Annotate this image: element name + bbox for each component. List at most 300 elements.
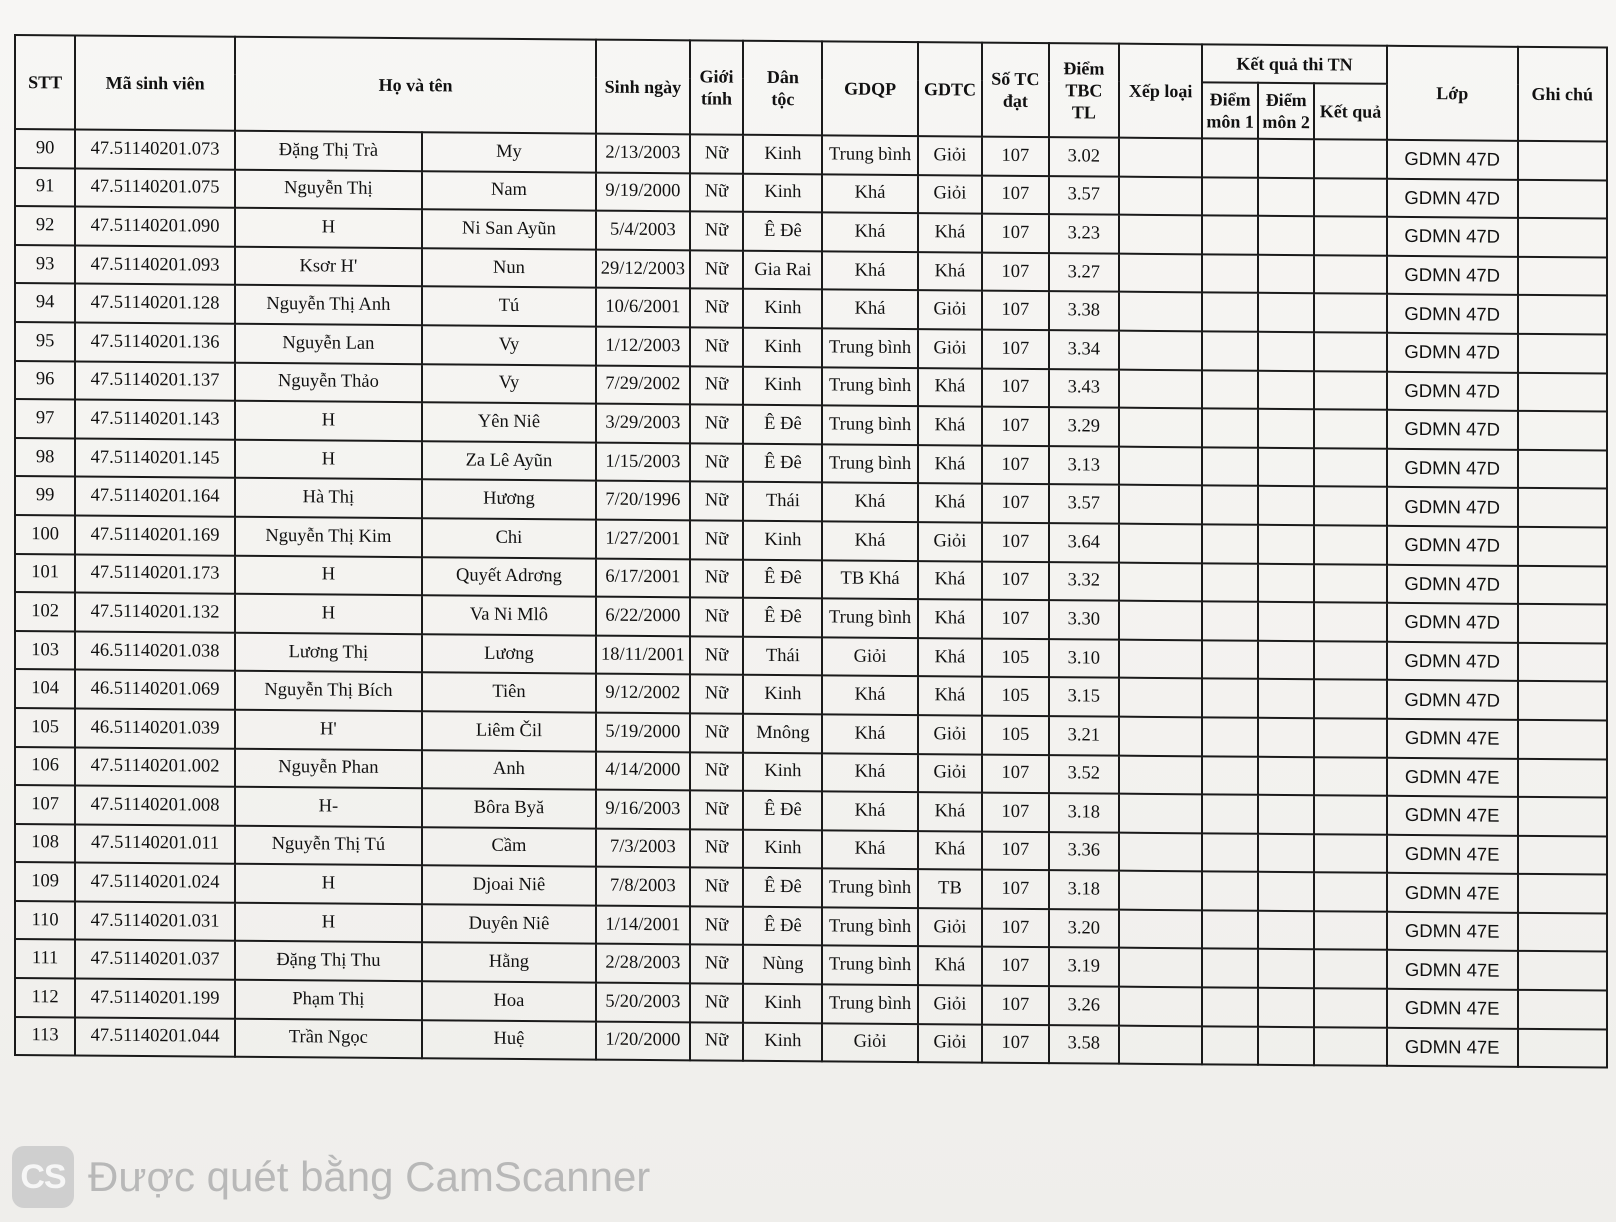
row-ethnicity: Ê Đê (743, 907, 822, 946)
row-class: GDMN 47D (1387, 526, 1518, 566)
row-rank (1119, 1025, 1202, 1064)
row-gpa: 3.34 (1049, 330, 1120, 369)
row-gdqp: Khá (822, 174, 917, 213)
row-score2 (1258, 911, 1314, 950)
row-ethnicity: Kinh (743, 328, 822, 367)
row-rank (1119, 601, 1202, 640)
header-credits-line1: Số TC (991, 68, 1040, 90)
row-class: GDMN 47D (1387, 603, 1518, 643)
row-class: GDMN 47D (1387, 333, 1518, 373)
row-gpa: 3.27 (1049, 253, 1120, 292)
row-ethnicity: Nùng (743, 945, 822, 984)
row-score1 (1202, 563, 1258, 602)
row-ethnicity: Thái (743, 636, 822, 675)
row-score2 (1258, 177, 1314, 216)
header-row-top (15, 35, 1607, 86)
row-class: GDMN 47E (1387, 912, 1518, 952)
row-score1 (1202, 987, 1258, 1026)
row-gdtc: Giỏi (918, 754, 982, 793)
row-class: GDMN 47D (1387, 642, 1518, 682)
row-gender: Nữ (690, 250, 744, 289)
row-note (1518, 681, 1607, 720)
row-dob: 5/4/2003 (596, 211, 689, 250)
row-gdtc: TB (918, 869, 982, 908)
header-gpa-line2: TBC (1065, 80, 1103, 101)
row-note (1518, 295, 1607, 334)
camscanner-logo-icon: CS (12, 1146, 74, 1208)
row-score2 (1258, 949, 1314, 988)
row-gdqp: Giỏi (822, 1023, 917, 1062)
row-gender: Nữ (690, 134, 744, 173)
row-given-name: Tiên (422, 673, 596, 713)
header-exam-group: Kết quả thi TN (1202, 44, 1387, 83)
row-gender: Nữ (690, 1022, 744, 1061)
row-student-id: 47.51140201.128 (75, 284, 235, 324)
row-result (1314, 872, 1387, 911)
row-ethnicity: Ê Đê (743, 443, 822, 482)
row-student-id: 46.51140201.069 (75, 670, 235, 710)
row-gdtc: Khá (918, 406, 982, 445)
row-gdtc: Khá (918, 483, 982, 522)
row-family-name: Đặng Thị Thu (235, 941, 422, 981)
row-family-name: Đặng Thị Trà (235, 131, 422, 171)
header-gender-line1: Giới (699, 66, 734, 87)
row-credits: 107 (982, 986, 1048, 1025)
row-class: GDMN 47D (1387, 449, 1518, 489)
row-gpa: 3.15 (1049, 677, 1120, 716)
row-gdtc: Giỏi (918, 985, 982, 1024)
row-score2 (1258, 795, 1314, 834)
row-student-id: 47.51140201.011 (75, 824, 235, 864)
row-gdtc: Khá (918, 445, 982, 484)
row-score1 (1202, 138, 1258, 177)
row-credits: 107 (982, 137, 1048, 176)
row-score1 (1202, 717, 1258, 756)
header-gpa-line3: TL (1071, 102, 1096, 123)
row-gender: Nữ (690, 675, 744, 714)
row-note (1518, 643, 1607, 682)
row-gdqp: Khá (822, 483, 917, 522)
row-family-name: H (235, 401, 422, 441)
row-gender: Nữ (690, 289, 744, 328)
row-gender: Nữ (690, 404, 744, 443)
row-score1 (1202, 370, 1258, 409)
row-family-name: H (235, 864, 422, 904)
row-credits: 107 (982, 523, 1048, 562)
row-credits: 107 (982, 600, 1048, 639)
row-note (1518, 604, 1607, 643)
student-results-table (14, 34, 1608, 1069)
row-gdtc: Giỏi (918, 329, 982, 368)
row-gdqp: Trung bình (822, 869, 917, 908)
row-ethnicity: Kinh (743, 1022, 822, 1061)
row-note (1518, 565, 1607, 604)
row-ethnicity: Kinh (743, 289, 822, 328)
row-credits: 107 (982, 445, 1048, 484)
row-score2 (1258, 293, 1314, 332)
row-rank (1119, 485, 1202, 524)
row-family-name: Nguyễn Thị Bích (235, 671, 422, 711)
row-dob: 2/28/2003 (596, 944, 689, 983)
row-ethnicity: Kinh (743, 675, 822, 714)
row-dob: 2/13/2003 (596, 134, 689, 173)
row-stt: 105 (15, 708, 75, 747)
row-student-id: 47.51140201.145 (75, 438, 235, 478)
row-ethnicity: Ê Đê (743, 598, 822, 637)
row-student-id: 47.51140201.090 (75, 207, 235, 247)
row-credits: 107 (982, 214, 1048, 253)
row-gdqp: Khá (822, 676, 917, 715)
row-score1 (1202, 254, 1258, 293)
row-gdqp: Trung bình (822, 367, 917, 406)
row-rank (1119, 446, 1202, 485)
row-rank (1119, 524, 1202, 563)
row-credits: 105 (982, 677, 1048, 716)
row-family-name: H- (235, 787, 422, 827)
row-score2 (1258, 756, 1314, 795)
row-gender: Nữ (690, 829, 744, 868)
row-gpa: 3.13 (1049, 446, 1120, 485)
row-class: GDMN 47D (1387, 680, 1518, 720)
row-given-name: Cầm (422, 827, 596, 867)
row-family-name: Nguyễn Lan (235, 324, 422, 364)
row-gender: Nữ (690, 906, 744, 945)
header-ethnicity-line2: tộc (771, 88, 795, 110)
header-gender-line2: tính (700, 88, 733, 109)
row-family-name: Nguyễn Thảo (235, 362, 422, 402)
row-gpa: 3.57 (1049, 484, 1120, 523)
row-result (1314, 718, 1387, 757)
row-gender: Nữ (690, 482, 744, 521)
row-stt: 94 (15, 283, 75, 322)
row-gdqp: Trung bình (822, 946, 917, 985)
row-student-id: 47.51140201.143 (75, 400, 235, 440)
row-given-name: My (422, 132, 596, 172)
row-student-id: 47.51140201.169 (75, 515, 235, 555)
row-stt: 110 (15, 901, 75, 940)
row-gpa: 3.10 (1049, 639, 1120, 678)
row-class: GDMN 47E (1387, 719, 1518, 759)
row-note (1518, 218, 1607, 257)
row-given-name: Chi (422, 518, 596, 558)
row-dob: 9/12/2002 (596, 674, 689, 713)
row-family-name: H (235, 555, 422, 595)
row-student-id: 47.51140201.132 (75, 593, 235, 633)
row-credits: 107 (982, 561, 1048, 600)
row-gender: Nữ (690, 443, 744, 482)
row-stt: 104 (15, 669, 75, 708)
row-credits: 107 (982, 870, 1048, 909)
row-rank (1119, 253, 1202, 292)
row-given-name: Bôra Byă (422, 788, 596, 828)
row-gpa: 3.36 (1049, 832, 1120, 871)
header-note: Ghi chú (1518, 47, 1607, 142)
row-gpa: 3.29 (1049, 407, 1120, 446)
row-gender: Nữ (690, 211, 744, 250)
row-given-name: Yên Niê (422, 402, 596, 442)
row-given-name: Ni San Ayũn (422, 209, 596, 249)
row-given-name: Duyên Niê (422, 904, 596, 944)
row-gdqp: Khá (822, 753, 917, 792)
row-gdqp: Trung bình (822, 984, 917, 1023)
row-gdqp: Khá (822, 213, 917, 252)
header-score2 (1258, 83, 1314, 139)
row-dob: 1/20/2000 (596, 1021, 689, 1060)
row-dob: 29/12/2003 (596, 249, 689, 288)
header-score2-line2: môn 2 (1262, 111, 1310, 133)
header-full-name: Họ và tên (235, 37, 596, 134)
row-credits: 105 (982, 716, 1048, 755)
row-gender: Nữ (690, 868, 744, 907)
row-ethnicity: Gia Rai (743, 251, 822, 290)
row-score2 (1258, 602, 1314, 641)
row-credits: 105 (982, 638, 1048, 677)
row-family-name: H' (235, 710, 422, 750)
row-result (1314, 950, 1387, 989)
row-student-id: 47.51140201.093 (75, 245, 235, 285)
row-dob: 3/29/2003 (596, 404, 689, 443)
row-gdtc: Giỏi (918, 136, 982, 175)
row-ethnicity: Ê Đê (743, 868, 822, 907)
table-body (15, 129, 1607, 1068)
row-given-name: Nun (422, 248, 596, 288)
row-given-name: Vy (422, 364, 596, 404)
row-result (1314, 757, 1387, 796)
row-gpa: 3.38 (1049, 292, 1120, 331)
row-score1 (1202, 447, 1258, 486)
row-gdqp: Khá (822, 290, 917, 329)
row-credits: 107 (982, 252, 1048, 291)
row-note (1518, 758, 1607, 797)
row-dob: 6/17/2001 (596, 558, 689, 597)
row-gender: Nữ (690, 945, 744, 984)
row-score1 (1202, 293, 1258, 332)
row-rank (1119, 678, 1202, 717)
row-gdtc: Khá (918, 213, 982, 252)
row-stt: 106 (15, 747, 75, 786)
row-score1 (1202, 910, 1258, 949)
row-class: GDMN 47D (1387, 487, 1518, 527)
row-student-id: 47.51140201.008 (75, 786, 235, 826)
row-class: GDMN 47D (1387, 256, 1518, 296)
row-gpa: 3.32 (1049, 562, 1120, 601)
row-class: GDMN 47E (1387, 757, 1518, 797)
row-score1 (1202, 794, 1258, 833)
row-score1 (1202, 331, 1258, 370)
row-stt: 97 (15, 399, 75, 438)
row-credits: 107 (982, 291, 1048, 330)
row-given-name: Hoa (422, 981, 596, 1021)
row-given-name: Hằng (422, 943, 596, 983)
row-student-id: 47.51140201.199 (75, 979, 235, 1019)
row-rank (1119, 408, 1202, 447)
row-stt: 95 (15, 322, 75, 361)
row-gpa: 3.02 (1049, 137, 1120, 176)
row-rank (1119, 755, 1202, 794)
row-result (1314, 448, 1387, 487)
row-score2 (1258, 255, 1314, 294)
row-gdqp: Trung bình (822, 444, 917, 483)
row-gdqp: Trung bình (822, 598, 917, 637)
row-result (1314, 371, 1387, 410)
header-credits-line2: đạt (1002, 90, 1028, 111)
row-gpa: 3.23 (1049, 214, 1120, 253)
row-stt: 92 (15, 206, 75, 245)
row-dob: 18/11/2001 (596, 635, 689, 674)
row-stt: 91 (15, 168, 75, 207)
row-gdtc: Khá (918, 561, 982, 600)
row-given-name: Lương (422, 634, 596, 674)
row-gdqp: Khá (822, 791, 917, 830)
row-stt: 93 (15, 245, 75, 284)
row-given-name: Huệ (422, 1020, 596, 1060)
row-gpa: 3.18 (1049, 870, 1120, 909)
row-result (1314, 988, 1387, 1027)
header-ethnicity (743, 41, 822, 136)
row-gpa: 3.30 (1049, 600, 1120, 639)
row-credits: 107 (982, 175, 1048, 214)
row-gender: Nữ (690, 327, 744, 366)
row-ethnicity: Ê Đê (743, 405, 822, 444)
row-score1 (1202, 524, 1258, 563)
row-family-name: H (235, 903, 422, 943)
row-gender: Nữ (690, 752, 744, 791)
row-class: GDMN 47D (1387, 178, 1518, 218)
header-score1 (1202, 82, 1258, 138)
row-result (1314, 178, 1387, 217)
row-note (1518, 951, 1607, 990)
row-result (1314, 564, 1387, 603)
row-stt: 108 (15, 824, 75, 863)
row-score2 (1258, 833, 1314, 872)
row-rank (1119, 331, 1202, 370)
row-score1 (1202, 216, 1258, 255)
row-given-name: Anh (422, 750, 596, 790)
header-student-id: Mã sinh viên (75, 35, 235, 130)
row-note (1518, 141, 1607, 180)
row-gdtc: Khá (918, 368, 982, 407)
row-note (1518, 488, 1607, 527)
header-gpa (1049, 43, 1120, 138)
row-score1 (1202, 640, 1258, 679)
row-gdqp: Khá (822, 714, 917, 753)
header-score1-line2: môn 1 (1206, 111, 1254, 132)
row-student-id: 47.51140201.002 (75, 747, 235, 787)
row-gpa: 3.21 (1049, 716, 1120, 755)
row-gdtc: Giỏi (918, 1024, 982, 1063)
header-rank: Xếp loại (1119, 44, 1202, 139)
row-dob: 7/20/1996 (596, 481, 689, 520)
row-score1 (1202, 1026, 1258, 1065)
row-gpa: 3.52 (1049, 755, 1120, 794)
row-score1 (1202, 833, 1258, 872)
row-gpa: 3.26 (1049, 986, 1120, 1025)
row-ethnicity: Kinh (743, 984, 822, 1023)
row-score2 (1258, 563, 1314, 602)
row-result (1314, 332, 1387, 371)
row-given-name: Hương (422, 480, 596, 520)
row-stt: 102 (15, 592, 75, 631)
row-result (1314, 139, 1387, 178)
row-family-name: H (235, 208, 422, 248)
row-class: GDMN 47E (1387, 873, 1518, 913)
row-dob: 7/3/2003 (596, 828, 689, 867)
row-dob: 1/14/2001 (596, 905, 689, 944)
row-stt: 111 (15, 939, 75, 978)
row-stt: 96 (15, 361, 75, 400)
row-result (1314, 795, 1387, 834)
row-result (1314, 525, 1387, 564)
row-result (1314, 680, 1387, 719)
row-gender: Nữ (690, 983, 744, 1022)
row-gdqp: Trung bình (822, 406, 917, 445)
row-rank (1119, 292, 1202, 331)
row-rank (1119, 871, 1202, 910)
row-stt: 112 (15, 978, 75, 1017)
row-result (1314, 409, 1387, 448)
row-score2 (1258, 679, 1314, 718)
row-given-name: Liêm Čil (422, 711, 596, 751)
row-rank (1119, 717, 1202, 756)
row-gender: Nữ (690, 173, 744, 212)
row-ethnicity: Kinh (743, 366, 822, 405)
row-gpa: 3.57 (1049, 176, 1120, 215)
row-score2 (1258, 139, 1314, 178)
row-gdtc: Khá (918, 638, 982, 677)
row-score1 (1202, 949, 1258, 988)
row-gdtc: Giỏi (918, 715, 982, 754)
row-dob: 9/19/2000 (596, 172, 689, 211)
row-gpa: 3.43 (1049, 369, 1120, 408)
row-result (1314, 216, 1387, 255)
row-rank (1119, 987, 1202, 1026)
row-stt: 99 (15, 476, 75, 515)
row-stt: 98 (15, 438, 75, 477)
row-student-id: 47.51140201.073 (75, 129, 235, 169)
row-dob: 1/12/2003 (596, 327, 689, 366)
row-score1 (1202, 679, 1258, 718)
row-given-name: Tú (422, 287, 596, 327)
row-student-id: 46.51140201.038 (75, 631, 235, 671)
row-note (1518, 720, 1607, 759)
row-rank (1119, 794, 1202, 833)
header-stt: STT (15, 35, 75, 129)
row-score1 (1202, 486, 1258, 525)
row-dob: 6/22/2000 (596, 597, 689, 636)
row-score2 (1258, 640, 1314, 679)
header-gdqp: GDQP (822, 41, 917, 136)
row-rank (1119, 138, 1202, 177)
row-gpa: 3.58 (1049, 1025, 1120, 1064)
header-gpa-line1: Điểm (1063, 58, 1105, 79)
row-result (1314, 911, 1387, 950)
row-credits: 107 (982, 793, 1048, 832)
row-student-id: 47.51140201.136 (75, 322, 235, 362)
row-result (1314, 1027, 1387, 1066)
row-dob: 1/15/2003 (596, 442, 689, 481)
row-student-id: 47.51140201.075 (75, 168, 235, 208)
row-student-id: 47.51140201.173 (75, 554, 235, 594)
row-result (1314, 294, 1387, 333)
row-score2 (1258, 486, 1314, 525)
header-score2-line1: Điểm (1265, 89, 1307, 111)
header-gdtc: GDTC (918, 42, 982, 137)
header-gender (690, 40, 744, 134)
row-gender: Nữ (690, 366, 744, 405)
row-gender: Nữ (690, 520, 744, 559)
row-gdtc: Khá (918, 792, 982, 831)
row-dob: 7/8/2003 (596, 867, 689, 906)
